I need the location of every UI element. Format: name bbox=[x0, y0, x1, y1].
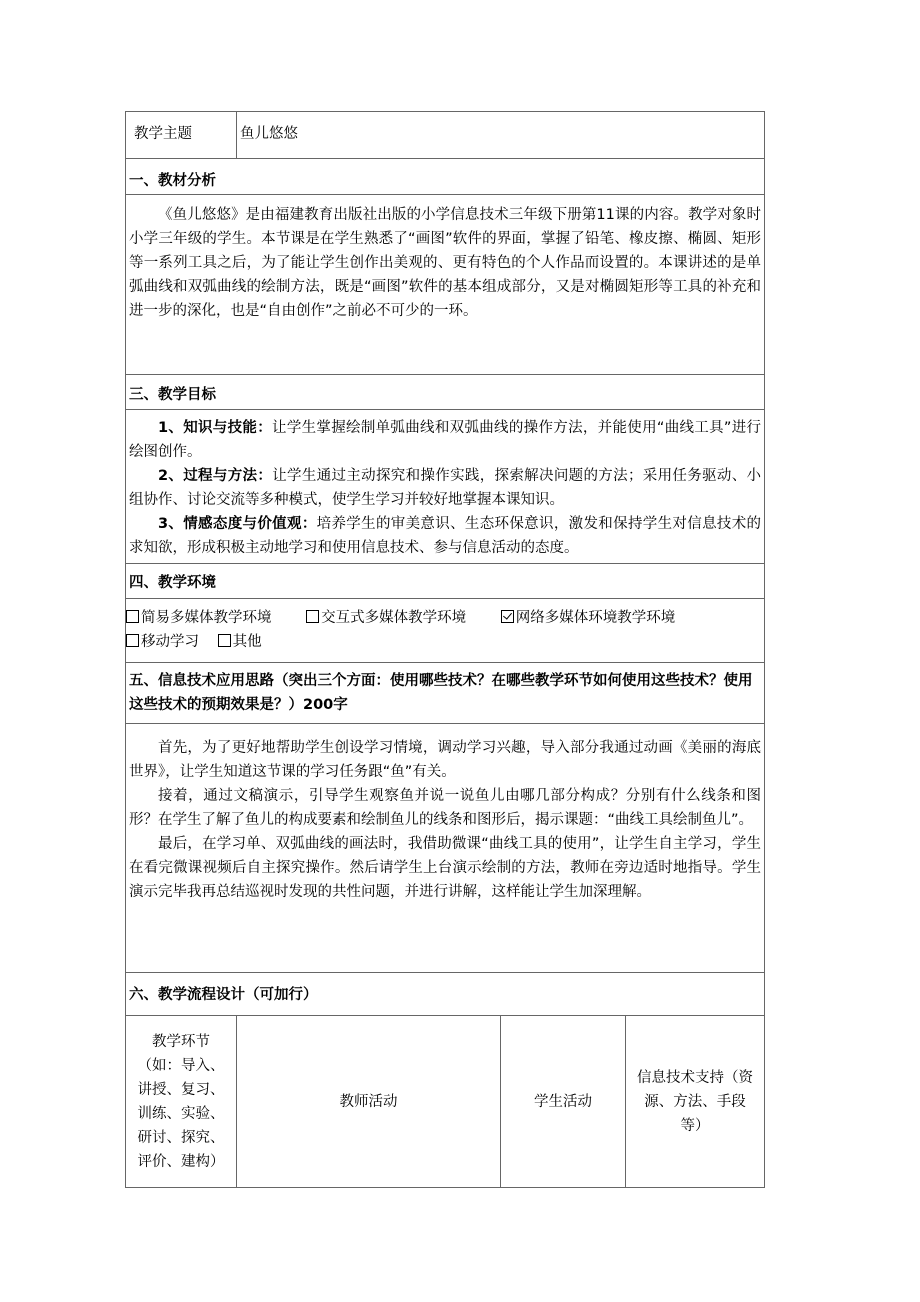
topic-row bbox=[126, 112, 765, 159]
goal-item bbox=[129, 416, 761, 464]
goal-label: 2、过程与方法： bbox=[158, 468, 273, 484]
goals-heading: 三、教学目标 bbox=[126, 375, 765, 410]
goal-text: 让学生通过主动探究和操作实践，探索解决问题的方法；采用任务驱动、小组协作、讨论交流等多种模式，使学生学习并较好地掌握本课知识。 bbox=[129, 468, 762, 508]
env-option-other[interactable]: 其他 bbox=[218, 630, 262, 654]
checkbox-checked[interactable] bbox=[501, 610, 514, 623]
environment-heading-row bbox=[126, 564, 765, 599]
env-option-network[interactable]: 网络多媒体环境教学环境 bbox=[501, 606, 676, 630]
goal-label: 1、知识与技能： bbox=[158, 420, 273, 436]
goals-heading-row bbox=[126, 375, 765, 410]
tech-paragraph: 首先，为了更好地帮助学生创设学习情境，调动学习兴趣，导入部分我通过动画《美丽的海底世界》，让学生知道这节课的学习任务跟“鱼”有关。 bbox=[129, 740, 762, 780]
flow-column-tech: 信息技术支持（资源、方法、手段等） bbox=[626, 1016, 765, 1188]
goal-text: 培养学生的审美意识、生态环保意识，激发和保持学生对信息技术的求知欲，形成积极主动地学习和使用信息技术、参与信息活动的态度。 bbox=[129, 516, 762, 556]
analysis-body-row bbox=[126, 195, 765, 375]
flow-heading-row bbox=[126, 973, 765, 1016]
tech-paragraph: 最后，在学习单、双弧曲线的画法时，我借助微课“曲线工具的使用”，让学生自主学习，学生在看完微课视频后自主探究操作。然后请学生上台演示绘制的方法，教师在旁边适时地指导。学生演示完毕我再总结巡视时发现的共性问题，并进行讲解，这样能让学生加深理解。 bbox=[129, 836, 762, 900]
goal-item bbox=[129, 464, 761, 512]
flow-column-student: 学生活动 bbox=[501, 1016, 626, 1188]
analysis-heading: 一、教材分析 bbox=[126, 159, 765, 195]
env-option-mobile[interactable]: 移动学习 bbox=[126, 630, 199, 654]
flow-column-teacher: 教师活动 bbox=[237, 1016, 501, 1188]
lesson-plan-table bbox=[125, 111, 765, 1188]
checkbox[interactable] bbox=[126, 634, 139, 647]
goal-label: 3、情感态度与价值观： bbox=[158, 516, 317, 532]
tech-heading: 五、信息技术应用思路（突出三个方面：使用哪些技术？在哪些教学环节如何使用这些技术？使用这些技术的预期效果是？）200字 bbox=[126, 663, 765, 724]
tech-body-row bbox=[126, 724, 765, 973]
goals-body-row bbox=[126, 410, 765, 564]
flow-column-stage: 教学环节（如：导入、讲授、复习、训练、实验、研讨、探究、评价、建构） bbox=[126, 1016, 237, 1188]
flow-heading: 六、教学流程设计（可加行） bbox=[126, 973, 765, 1016]
tech-paragraph: 接着，通过文稿演示，引导学生观察鱼并说一说鱼儿由哪几部分构成？分别有什么线条和图形？在学生了解了鱼儿的构成要素和绘制鱼儿的线条和图形后，揭示课题：“曲线工具绘制鱼儿”。 bbox=[129, 788, 762, 828]
topic-label: 教学主题 bbox=[126, 112, 237, 159]
analysis-text: 《鱼儿悠悠》是由福建教育出版社出版的小学信息技术三年级下册第11课的内容。教学对象时小学三年级的学生。本节课是在学生熟悉了“画图”软件的界面，掌握了铅笔、橡皮擦、椭圆、矩形等一系列工具之后，为了能让学生创作出美观的、更有特色的个人作品而设置的。本课讲述的是单弧曲线和双弧曲线的绘制方法，既是“画图”软件的基本组成部分，又是对椭圆矩形等工具的补充和进一步的深化，也是“自由创作”之前必不可少的一环。 bbox=[129, 207, 762, 319]
analysis-heading-row bbox=[126, 159, 765, 195]
env-option-simple[interactable]: 简易多媒体教学环境 bbox=[126, 606, 272, 630]
environment-heading: 四、教学环境 bbox=[126, 564, 765, 599]
topic-value: 鱼儿悠悠 bbox=[237, 112, 765, 159]
checkbox[interactable] bbox=[306, 610, 319, 623]
environment-options-row bbox=[126, 599, 765, 663]
checkbox[interactable] bbox=[218, 634, 231, 647]
flow-columns-row bbox=[126, 1016, 765, 1188]
tech-heading-row bbox=[126, 663, 765, 724]
goal-item bbox=[129, 512, 761, 560]
goal-text: 让学生掌握绘制单弧曲线和双弧曲线的操作方法，并能使用“曲线工具”进行绘图创作。 bbox=[129, 420, 762, 460]
env-option-interactive[interactable]: 交互式多媒体教学环境 bbox=[306, 606, 466, 630]
checkbox[interactable] bbox=[126, 610, 139, 623]
lesson-plan-document bbox=[125, 111, 764, 1188]
